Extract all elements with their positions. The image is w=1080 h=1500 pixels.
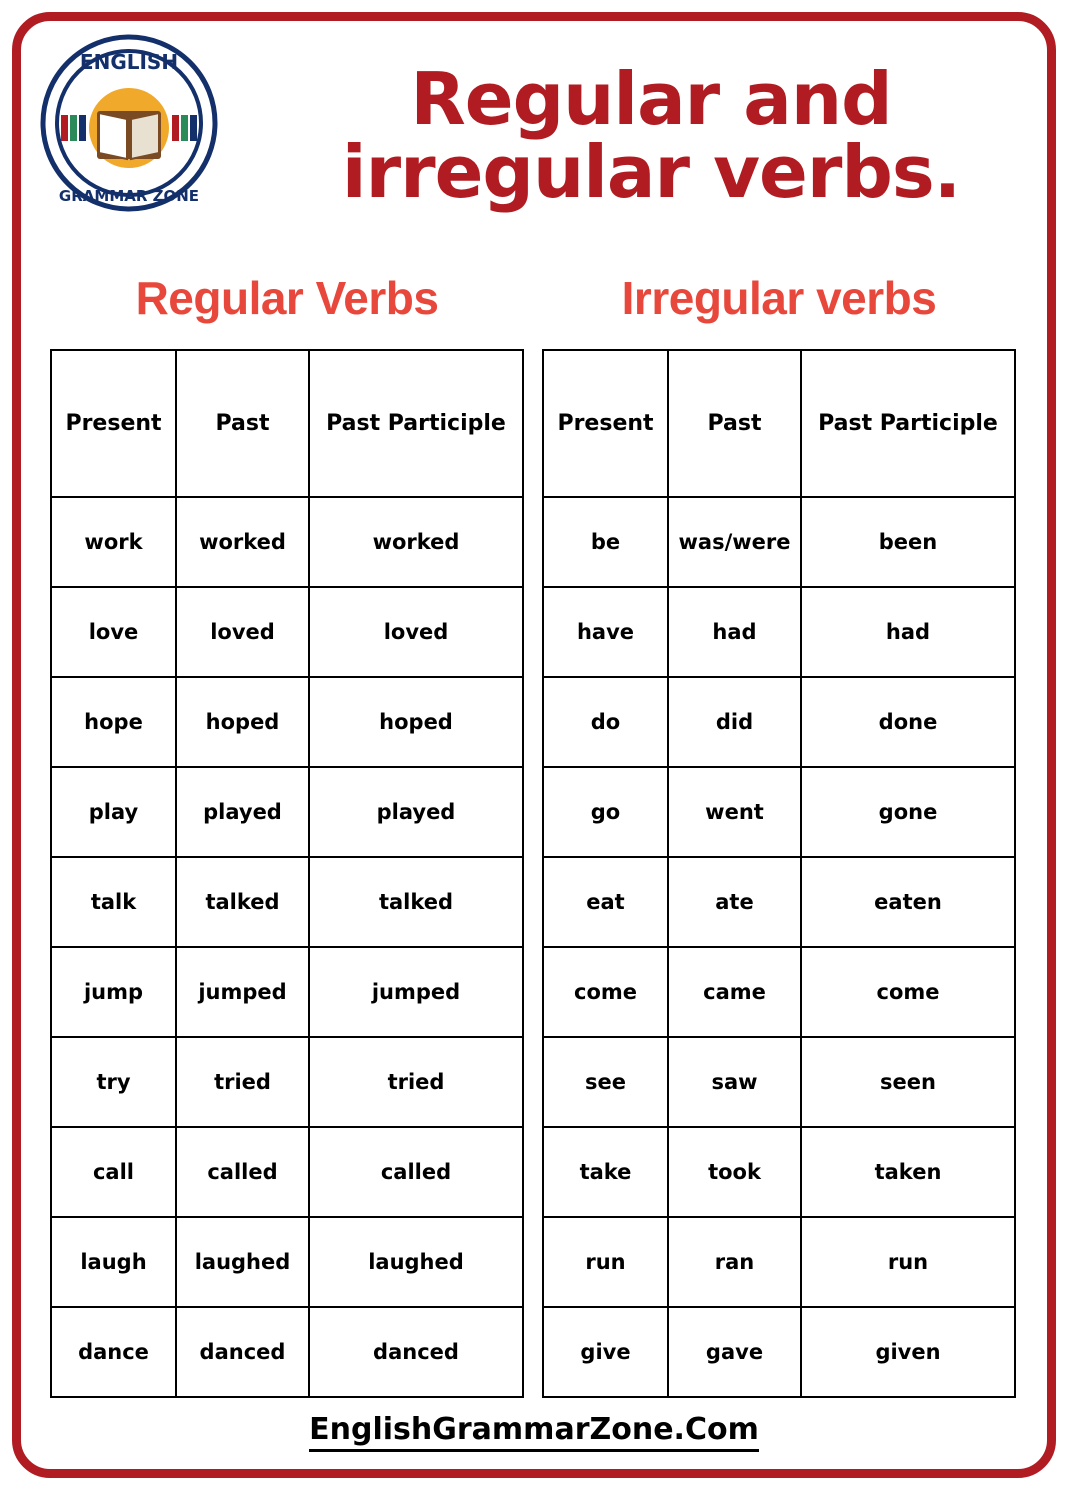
table-row: [543, 767, 1015, 857]
regular-verbs-table: [50, 349, 524, 1398]
cell-past-participle: talked: [309, 857, 523, 947]
table-row: [51, 767, 523, 857]
cell-present: love: [51, 587, 176, 677]
cell-present: come: [543, 947, 668, 1037]
table-header-row: [543, 350, 1015, 497]
cell-past-participle: tried: [309, 1037, 523, 1127]
cell-past-participle: taken: [801, 1127, 1015, 1217]
table-row: [51, 1307, 523, 1397]
cell-past: laughed: [176, 1217, 309, 1307]
cell-past: saw: [668, 1037, 801, 1127]
page-title-line-1: Regular and: [410, 57, 892, 141]
cell-past: danced: [176, 1307, 309, 1397]
cell-present: dance: [51, 1307, 176, 1397]
svg-text:ENGLISH: ENGLISH: [79, 50, 179, 74]
table-row: [51, 1127, 523, 1217]
page-title-line-2: irregular verbs.: [341, 130, 961, 215]
cell-past-participle: worked: [309, 497, 523, 587]
cell-past: had: [668, 587, 801, 677]
page-title: [271, 57, 1031, 215]
cell-present: see: [543, 1037, 668, 1127]
footer: [21, 1412, 1047, 1447]
cell-past-participle: laughed: [309, 1217, 523, 1307]
cell-past-participle: had: [801, 587, 1015, 677]
table-row: [51, 497, 523, 587]
cell-past-participle: played: [309, 767, 523, 857]
table-row: [51, 587, 523, 677]
regular-verbs-heading: Regular Verbs: [135, 272, 439, 324]
table-row: [543, 1307, 1015, 1397]
cell-past-participle: jumped: [309, 947, 523, 1037]
cell-present: laugh: [51, 1217, 176, 1307]
cell-past: ate: [668, 857, 801, 947]
cell-past-participle: danced: [309, 1307, 523, 1397]
cell-past-participle: given: [801, 1307, 1015, 1397]
svg-text:GRAMMAR ZONE: GRAMMAR ZONE: [58, 187, 200, 205]
table-row: [543, 497, 1015, 587]
cell-present: eat: [543, 857, 668, 947]
table-row: [51, 947, 523, 1037]
cell-present: do: [543, 677, 668, 767]
cell-past-participle: come: [801, 947, 1015, 1037]
cell-past: gave: [668, 1307, 801, 1397]
cell-present: call: [51, 1127, 176, 1217]
table-row: [543, 587, 1015, 677]
cell-past: came: [668, 947, 801, 1037]
cell-present: have: [543, 587, 668, 677]
cell-past-participle: run: [801, 1217, 1015, 1307]
poster-header: [21, 21, 1047, 256]
irregular-verbs-heading: Irregular verbs: [621, 272, 937, 324]
cell-past-participle: gone: [801, 767, 1015, 857]
table-row: [51, 677, 523, 767]
website-link[interactable]: EnglishGrammarZone.Com: [309, 1412, 759, 1452]
cell-past-participle: done: [801, 677, 1015, 767]
cell-past: worked: [176, 497, 309, 587]
table-row: [543, 1127, 1015, 1217]
cell-present: play: [51, 767, 176, 857]
cell-past: played: [176, 767, 309, 857]
table-row: [543, 677, 1015, 767]
table-row: [543, 947, 1015, 1037]
cell-past-participle: seen: [801, 1037, 1015, 1127]
cell-past: ran: [668, 1217, 801, 1307]
table-header-row: [51, 350, 523, 497]
cell-present: take: [543, 1127, 668, 1217]
irregular-verbs-section: [533, 271, 1025, 1398]
cell-past-participle: been: [801, 497, 1015, 587]
open-book-icon: [39, 33, 219, 213]
cell-present: work: [51, 497, 176, 587]
cell-past-participle: loved: [309, 587, 523, 677]
cell-present: try: [51, 1037, 176, 1127]
table-row: [543, 857, 1015, 947]
cell-past: tried: [176, 1037, 309, 1127]
cell-past: took: [668, 1127, 801, 1217]
irregular-verbs-table: [542, 349, 1016, 1398]
cell-past-participle: hoped: [309, 677, 523, 767]
cell-present: jump: [51, 947, 176, 1037]
cell-present: run: [543, 1217, 668, 1307]
tables-area: [21, 271, 1047, 1401]
cell-past: was/were: [668, 497, 801, 587]
table-row: [51, 1217, 523, 1307]
poster-card: [12, 12, 1056, 1478]
cell-past: jumped: [176, 947, 309, 1037]
regular-verbs-section: [41, 271, 533, 1398]
cell-past: talked: [176, 857, 309, 947]
cell-past: called: [176, 1127, 309, 1217]
brand-logo: [39, 33, 219, 213]
column-header-past-participle: Past Participle: [801, 350, 1015, 497]
table-row: [543, 1217, 1015, 1307]
column-header-past-participle: Past Participle: [309, 350, 523, 497]
cell-present: hope: [51, 677, 176, 767]
cell-past: loved: [176, 587, 309, 677]
column-header-past: Past: [668, 350, 801, 497]
column-header-present: Present: [543, 350, 668, 497]
cell-past: did: [668, 677, 801, 767]
column-header-present: Present: [51, 350, 176, 497]
cell-past-participle: called: [309, 1127, 523, 1217]
table-row: [51, 857, 523, 947]
table-row: [543, 1037, 1015, 1127]
cell-present: give: [543, 1307, 668, 1397]
cell-present: be: [543, 497, 668, 587]
table-row: [51, 1037, 523, 1127]
cell-past-participle: eaten: [801, 857, 1015, 947]
cell-past: hoped: [176, 677, 309, 767]
column-header-past: Past: [176, 350, 309, 497]
cell-past: went: [668, 767, 801, 857]
cell-present: talk: [51, 857, 176, 947]
cell-present: go: [543, 767, 668, 857]
